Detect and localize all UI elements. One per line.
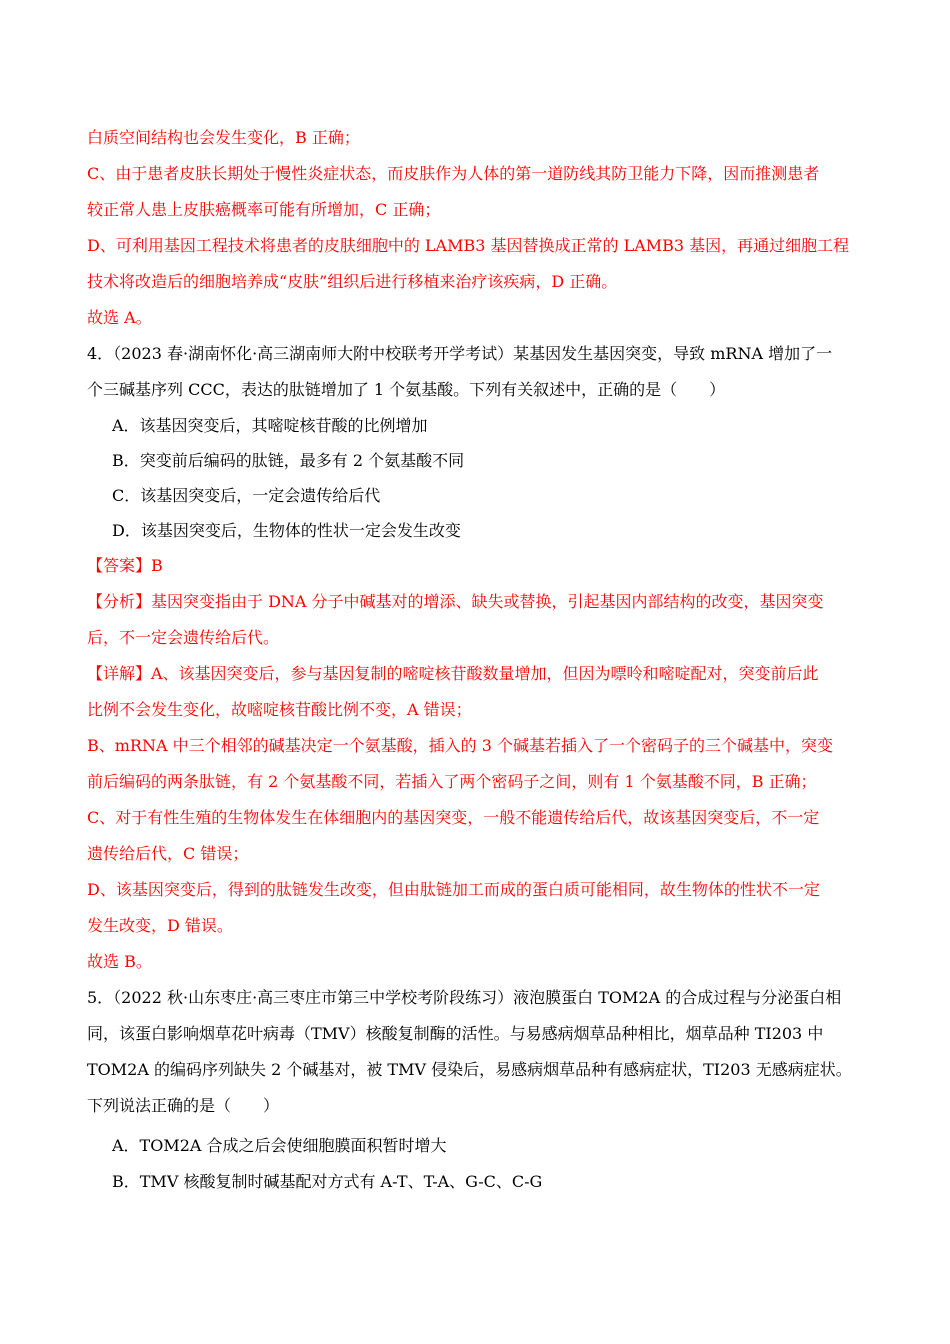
prev-explanation-d-line2: 技术将改造后的细胞培养成“皮肤”组织后进行移植来治疗该疾病，D 正确。 [87, 272, 618, 291]
q4-analysis-line1: 【分析】基因突变指由于 DNA 分子中碱基对的增添、缺失或替换，引起基因内部结构的改变，基因突变 [87, 592, 824, 611]
q4-conclusion: 故选 B。 [87, 952, 152, 971]
q4-detail-c-line1: C、对于有性生殖的生物体发生在体细胞内的基因突变，一般不能遗传给后代，故该基因突变后，不一定 [87, 808, 820, 827]
q5-option-b: B．TMV 核酸复制时碱基配对方式有 A-T、T-A、G-C、C-G [112, 1172, 543, 1191]
q4-answer: 【答案】B [87, 556, 163, 575]
q4-stem-line1: 4．（2023 春·湖南怀化·高三湖南师大附中校联考开学考试）某基因发生基因突变，导致 mRNA 增加了一 [87, 344, 833, 363]
q4-detail-b-line2: 前后编码的两条肽链，有 2 个氨基酸不同，若插入了两个密码子之间，则有 1 个氨基酸不同，B 正确； [87, 772, 817, 791]
q4-option-d: D．该基因突变后，生物体的性状一定会发生改变 [112, 521, 461, 540]
q4-option-c: C．该基因突变后，一定会遗传给后代 [112, 486, 381, 505]
q5-stem-line4: 下列说法正确的是（ ） [87, 1096, 280, 1115]
prev-conclusion: 故选 A。 [87, 308, 152, 327]
prev-explanation-b-cont: 白质空间结构也会发生变化，B 正确； [87, 128, 360, 147]
q4-detail-b-line1: B、mRNA 中三个相邻的碱基决定一个氨基酸，插入的 3 个碱基若插入了一个密码子的三个碱基中，突变 [87, 736, 833, 755]
prev-explanation-d-line1: D、可利用基因工程技术将患者的皮肤细胞中的 LAMB3 基因替换成正常的 LAMB3 基因，再通过细胞工程 [87, 236, 850, 255]
q4-analysis-line2: 后，不一定会遗传给后代。 [87, 628, 280, 647]
q4-detail-a-line1: 【详解】A、该基因突变后，参与基因复制的嘧啶核苷酸数量增加，但因为嘌呤和嘧啶配对，突变前后此 [87, 664, 819, 683]
q4-detail-d-line1: D、该基因突变后，得到的肽链发生改变，但由肽链加工而成的蛋白质可能相同，故生物体的性状不一定 [87, 880, 820, 899]
q4-option-b: B．突变前后编码的肽链，最多有 2 个氨基酸不同 [112, 451, 465, 470]
q5-stem-line1: 5．（2022 秋·山东枣庄·高三枣庄市第三中学校考阶段练习）液泡膜蛋白 TOM2A 的合成过程与分泌蛋白相 [87, 988, 842, 1007]
q5-stem-line3: TOM2A 的编码序列缺失 2 个碱基对，被 TMV 侵染后，易感病烟草品种有感病症状，TI203 无感病症状。 [87, 1060, 852, 1079]
q4-option-a: A．该基因突变后，其嘧啶核苷酸的比例增加 [112, 416, 428, 435]
prev-explanation-c-line2: 较正常人患上皮肤癌概率可能有所增加，C 正确； [87, 200, 441, 219]
q4-stem-line2: 个三碱基序列 CCC，表达的肽链增加了 1 个氨基酸。下列有关叙述中，正确的是（ ） [87, 380, 726, 399]
q5-option-a: A．TOM2A 合成之后会使细胞膜面积暂时增大 [112, 1136, 447, 1155]
prev-explanation-c-line1: C、由于患者皮肤长期处于慢性炎症状态，而皮肤作为人体的第一道防线其防卫能力下降，因而推测患者 [87, 164, 820, 183]
q4-detail-d-line2: 发生改变，D 错误。 [87, 916, 233, 935]
q5-stem-line2: 同，该蛋白影响烟草花叶病毒（TMV）核酸复制酶的活性。与易感病烟草品种相比，烟草品种 TI203 中 [87, 1024, 824, 1043]
q4-detail-c-line2: 遗传给后代，C 错误； [87, 844, 249, 863]
q4-detail-a-line2: 比例不会发生变化，故嘧啶核苷酸比例不变，A 错误； [87, 700, 472, 719]
